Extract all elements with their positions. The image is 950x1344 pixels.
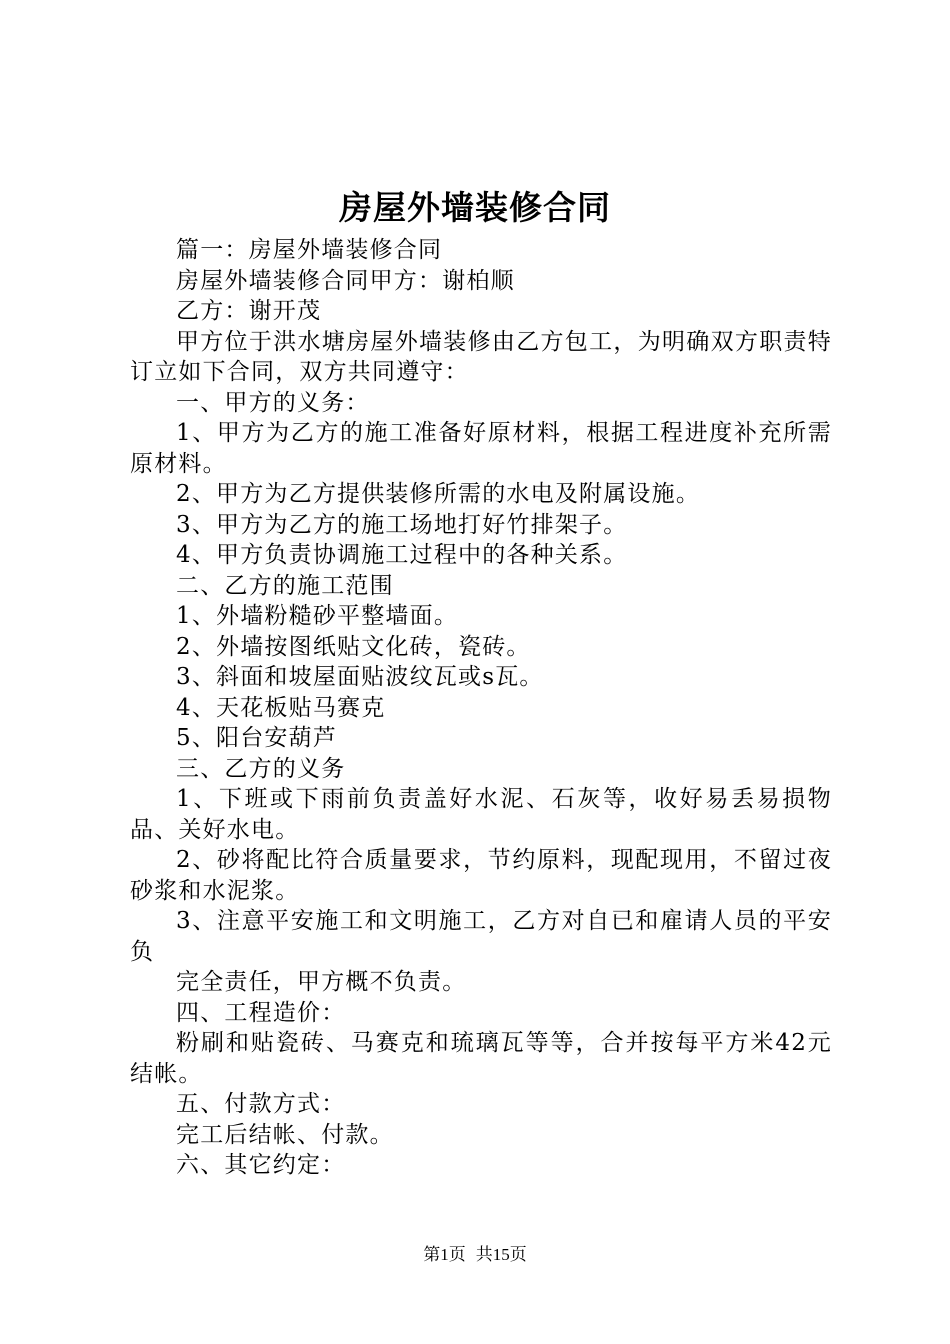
paragraph: 完全责任，甲方概不负责。 bbox=[176, 969, 467, 995]
section-heading: 五、付款方式： bbox=[176, 1091, 346, 1117]
paragraph: 3、注意平安施工和文明施工，乙方对自已和雇请人员的平安负 bbox=[130, 908, 832, 965]
paragraph: 粉刷和贴瓷砖、马赛克和琉璃瓦等等，合并按每平方米42元结帐。 bbox=[130, 1030, 832, 1087]
document-body bbox=[130, 235, 832, 1181]
paragraph: 4、甲方负责协调施工过程中的各种关系。 bbox=[176, 542, 628, 568]
paragraph: 1、外墙粉糙砂平整墙面。 bbox=[176, 603, 459, 629]
paragraph: 2、砂将配比符合质量要求，节约原料，现配现用，不留过夜砂浆和水泥浆。 bbox=[130, 847, 832, 904]
paragraph: 完工后结帐、付款。 bbox=[176, 1121, 394, 1148]
page-total: 共15页 bbox=[475, 1245, 527, 1264]
paragraph: 3、斜面和坡屋面贴波纹瓦或s瓦。 bbox=[176, 664, 544, 690]
paragraph: 1、甲方为乙方的施工准备好原材料，根据工程进度补充所需原材料。 bbox=[130, 420, 832, 477]
paragraph: 2、外墙按图纸贴文化砖，瓷砖。 bbox=[176, 633, 531, 660]
page-footer bbox=[0, 1244, 950, 1266]
paragraph: 2、甲方为乙方提供装修所需的水电及附属设施。 bbox=[176, 481, 701, 507]
paragraph: 篇一：房屋外墙装修合同 bbox=[176, 237, 443, 263]
section-heading: 四、工程造价： bbox=[176, 999, 346, 1026]
paragraph: 3、甲方为乙方的施工场地打好竹排架子。 bbox=[176, 511, 628, 538]
paragraph: 1、下班或下雨前负责盖好水泥、石灰等，收好易丢易损物品、关好水电。 bbox=[130, 786, 832, 843]
section-heading: 六、其它约定： bbox=[176, 1152, 346, 1178]
paragraph: 房屋外墙装修合同甲方：谢柏顺 bbox=[176, 267, 515, 294]
paragraph: 乙方：谢开茂 bbox=[176, 298, 322, 324]
document-title: 房屋外墙装修合同 bbox=[339, 188, 611, 227]
section-heading: 三、乙方的义务 bbox=[176, 755, 346, 782]
paragraph: 甲方位于洪水塘房屋外墙装修由乙方包工，为明确双方职责特订立如下合同，双方共同遵守： bbox=[130, 328, 832, 385]
paragraph: 5、阳台安葫芦 bbox=[176, 725, 338, 751]
section-heading: 二、乙方的施工范围 bbox=[176, 572, 394, 599]
section-heading: 一、甲方的义务： bbox=[176, 389, 370, 416]
page-number: 第1页 bbox=[423, 1245, 466, 1264]
paragraph: 4、天花板贴马赛克 bbox=[176, 694, 386, 721]
